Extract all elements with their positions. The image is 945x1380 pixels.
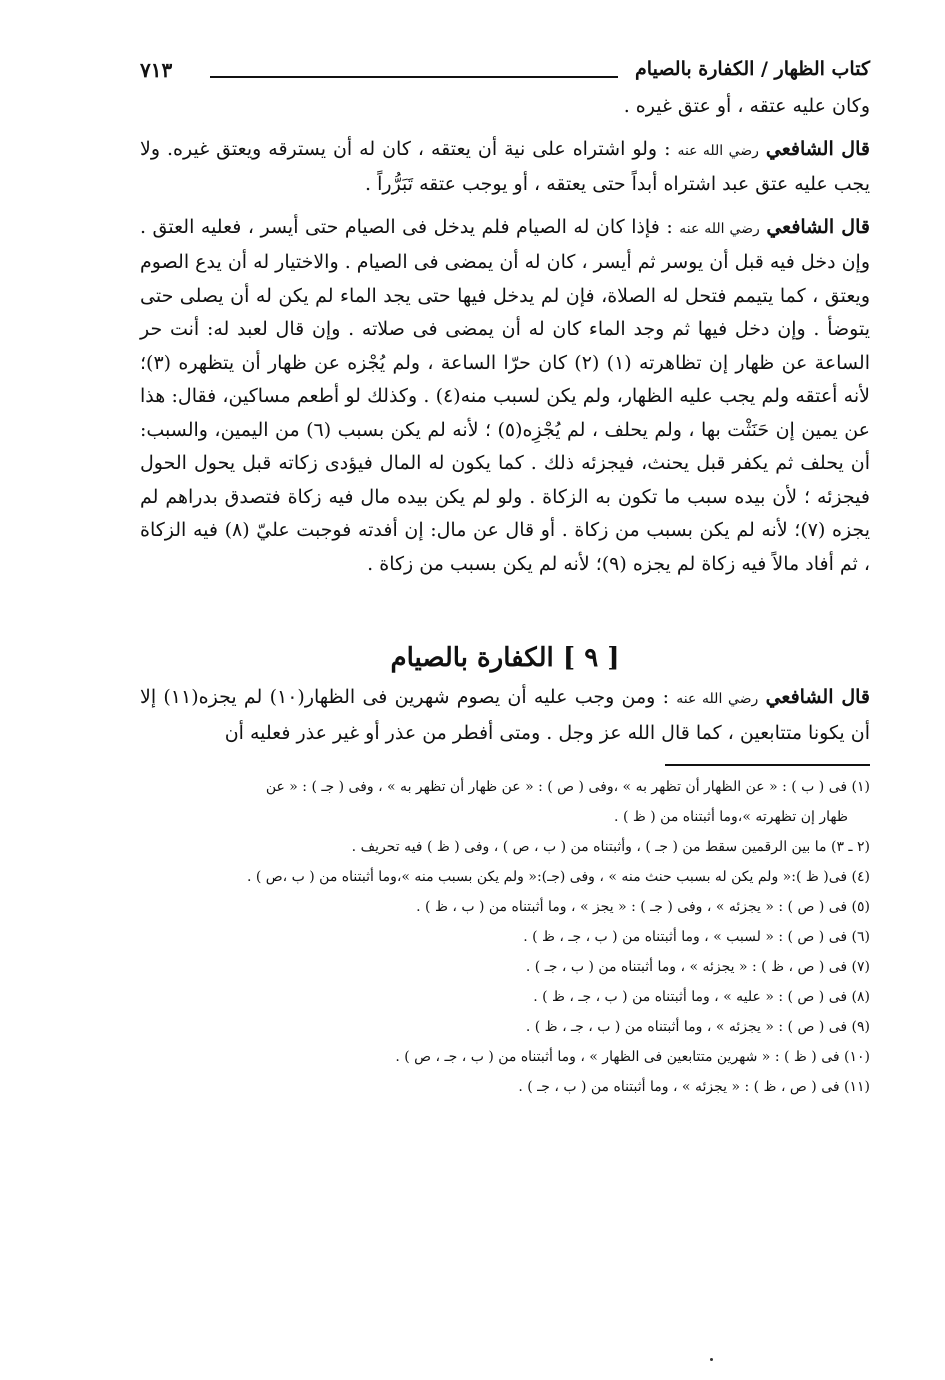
footnote: [140, 1012, 870, 1042]
footnote: [140, 862, 870, 892]
footnote: [140, 832, 870, 862]
speaker-label: قال الشافعي: [765, 686, 870, 708]
footnote-text: (١١) فى ( ص ، ظ ) : « يجزئه » ، وما أثبتناه من ( ب ، جـ ) .: [518, 1079, 870, 1095]
paragraph-text: وكان عليه عتقه ، أو عتق غيره .: [623, 95, 870, 117]
running-title: كتاب الظهار / الكفارة بالصيام: [635, 58, 870, 80]
footnote: [140, 1072, 870, 1102]
footnote-text: (٢ ـ ٣) ما بين الرقمين سقط من ( جـ ) ، وأثبتناه من ( ب ، ص ) ، وفى ( ظ ) فيه تحريف .: [351, 839, 870, 855]
footnote-divider: [665, 764, 870, 766]
paragraph-2: [140, 133, 870, 202]
footnotes-list: [140, 772, 870, 1102]
page-number: ٧١٣: [140, 58, 173, 82]
speaker-label: قال الشافعي: [765, 137, 870, 160]
paragraph-3: [140, 211, 870, 582]
paragraph-text: : فإذا كان له الصيام فلم يدخل فى الصيام حتى أيسر ، فعليه العتق . وإن دخل فيه قبل أن يوسر ثم أيسر ، كان له أن يمضى فى الصيام . والاختيار له أن يدع الصوم ويعتق ، كما يتيمم فتحل له الصلاة، فإن لم يدخل فيها حتى يجد الماء لم يكن له أن يصلى حتى يتوضأ . وإن دخل فيها ثم وجد الماء كان له أن يمضى فى صلاته . وإن قال لعبد له: أنت حر الساعة عن ظهار إن تظاهرته (١) (٢) كان حرّا الساعة ، ولم يُجْزه عن ظهار أن يتظهره (٣)؛ لأنه أعتقه ولم يجب عليه الظهار، ولم يكن لسبب منه(٤) . وكذلك لو أطعم مساكين، فقال: هذا عن يمين إن حَنَثْت بها ، ولم يحلف ، لم يُجْزِه(٥) ؛ لأنه لم يكن بسبب (٦) من اليمين، والسبب: أن يحلف ثم يكفر قبل يحنث، فيجزئه ذلك . كما يكون له المال فيؤدى زكاته قبل يحول الحول فيجزئه ؛ لأن بيده سبب ما تكون به الزكاة . ولو لم يكن بيده مال فيه زكاة فتصدق بدراهم لم يجزه (٧)؛ لأنه لم يكن بسبب من زكاة . أو قال عن مال: إن أفدته فوجبت عليّ (٨) فيه الزكاة ، ثم أفاد مالاً فيه زكاة لم يجزه (٩)؛ لأنه لم يكن بسبب من زكاة .: [140, 215, 871, 575]
paragraph-1: [140, 90, 870, 124]
footnote-text: (٦) فى ( ص ) : « لسبب » ، وما أثبتناه من ( ب ، جـ ، ظ ) .: [523, 929, 870, 945]
footnote-text: (٧) فى ( ص ، ظ ) : « يجزئه » ، وما أثبتناه من ( ب ، جـ ) .: [525, 959, 870, 975]
footnote-text: (٩) فى ( ص ) : « يجزئه » ، وما أثبتناه من ( ب ، جـ ، ظ ) .: [525, 1019, 870, 1035]
footnote: [140, 772, 870, 832]
footnote-continuation: ظهار إن تظهرته »،وما أثبتناه من ( ظ ) .: [614, 809, 848, 825]
footnote-text: (١٠) فى ( ظ ) : « شهرين متتابعين فى الظهار » ، وما أثبتناه من ( ب ، جـ ، ص ) .: [395, 1049, 870, 1065]
honorific: رضي الله عنه: [677, 142, 759, 159]
paragraph-text: : ومن وجب عليه أن يصوم شهرين فى الظهار(١٠) لم يجزه(١١) إلا أن يكونا متتابعين ، كما قال الله عز وجل . ومتى أفطر من عذر أو غير عذر فعليه أن: [140, 686, 870, 744]
footnote-text: (٨) فى ( ص ) : « عليه » ، وما أثبتناه من ( ب ، جـ ، ظ ) .: [533, 989, 870, 1005]
book-page: [140, 58, 870, 1102]
footnote: [140, 892, 870, 922]
footnote: [140, 1042, 870, 1072]
running-header: [140, 58, 870, 90]
paragraph-text: : ولو اشتراه على نية أن يعتقه ، كان له أن يسترقه ويعتق غيره. ولا يجب عليه عتق عبد اشتراه أبداً حتى يعتقه ، أو يوجب عتقه تَبَرُّراً .: [140, 137, 870, 195]
honorific: رضي الله عنه: [676, 691, 759, 707]
scan-speck: [710, 1358, 713, 1361]
speaker-label: قال الشافعي: [766, 215, 870, 238]
header-rule: [210, 76, 618, 78]
footnote-text: (٤) فى( ظ ):« ولم يكن له بسبب حنث منه » ، وفى (جـ):« ولم يكن بسبب منه »،وما أثبتناه من ( ب ،ص ) .: [246, 869, 870, 885]
footnote: [140, 952, 870, 982]
footnote-text: (٥) فى ( ص ) : « يجزئه » ، وفى ( جـ ) : « يجز » ، وما أثبتناه من ( ب ، ظ ) .: [416, 899, 870, 915]
footnote: [140, 982, 870, 1012]
footnote-text: (١) فى ( ب ) : « عن الظهار أن تظهر به » ،وفى ( ص ) : « عن ظهار أن تظهر به » ، وفى ( جـ ) : « عن: [265, 779, 870, 795]
section-heading: [ ٩ ] الكفارة بالصيام: [390, 643, 620, 673]
honorific: رضي الله عنه: [679, 220, 760, 237]
footnote: [140, 922, 870, 952]
section-paragraph: [140, 681, 870, 750]
